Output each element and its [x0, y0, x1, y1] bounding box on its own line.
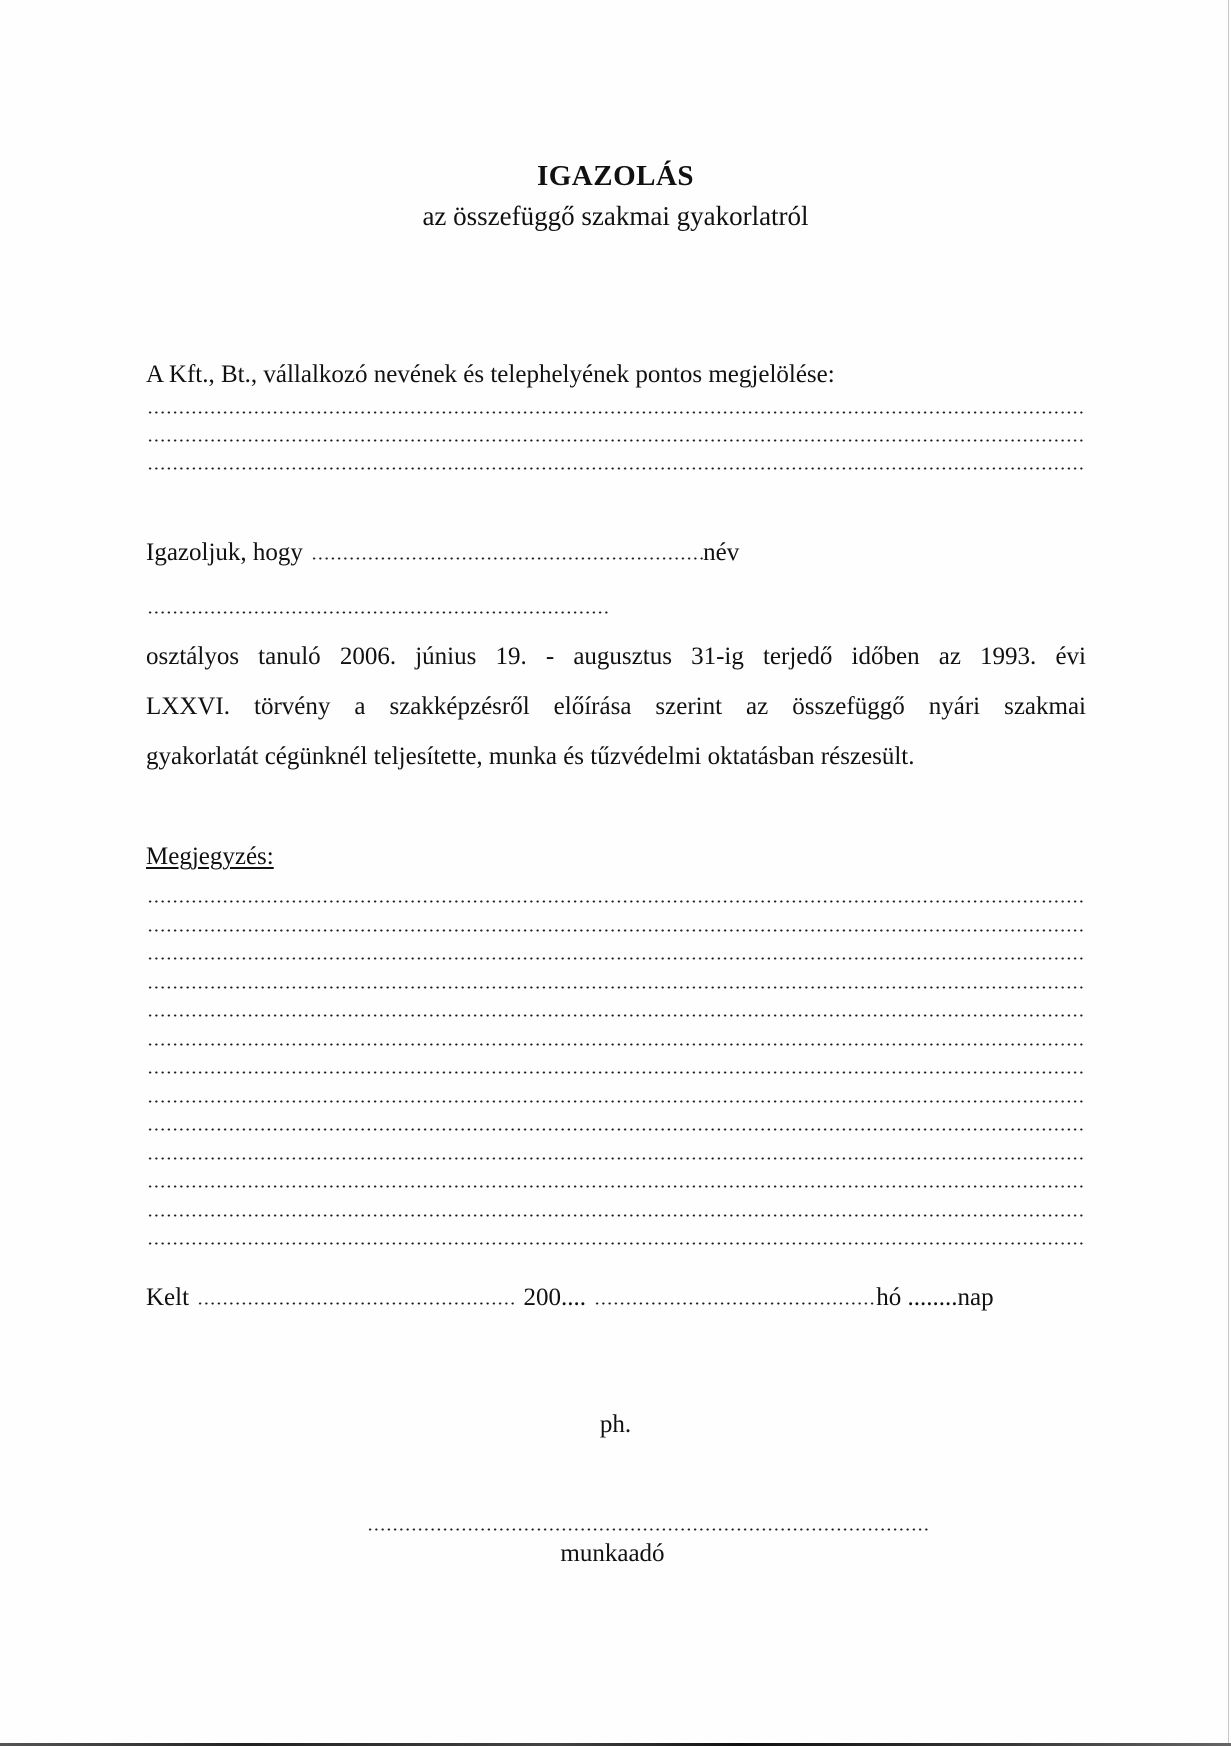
- company-field-line-3[interactable]: [147, 467, 1085, 470]
- remark-line-8[interactable]: [147, 1100, 1085, 1103]
- remark-line-9[interactable]: [147, 1128, 1085, 1131]
- remark-label: Megjegyzés:: [146, 843, 274, 870]
- date-day-field[interactable]: ........: [907, 1284, 958, 1311]
- stamp-label: ph.: [599, 1411, 632, 1438]
- certify-name-suffix: név: [703, 539, 740, 566]
- date-line: [146, 1283, 994, 1313]
- certify-line: [146, 538, 739, 568]
- remark-line-2[interactable]: [147, 929, 1085, 932]
- remark-line-7[interactable]: [147, 1071, 1085, 1074]
- remark-line-12[interactable]: [147, 1214, 1085, 1217]
- student-class-field[interactable]: [147, 611, 608, 614]
- date-year-field[interactable]: 200....: [523, 1284, 587, 1311]
- date-place-label: Kelt: [146, 1284, 190, 1311]
- date-day-label: nap: [957, 1284, 994, 1311]
- date-month-label: hó: [876, 1284, 902, 1311]
- remark-line-4[interactable]: [147, 986, 1085, 989]
- company-field-line-2[interactable]: [147, 439, 1085, 442]
- scan-edge-right: [1228, 0, 1229, 1746]
- remark-line-11[interactable]: [147, 1185, 1085, 1188]
- remark-line-10[interactable]: [147, 1157, 1085, 1160]
- body-line-3: gyakorlatát cégünknél teljesítette, munka és tűzvédelmi oktatásban részesült.: [146, 743, 915, 770]
- remark-line-6[interactable]: [147, 1043, 1085, 1046]
- remark-line-5[interactable]: [147, 1014, 1085, 1017]
- remark-line-3[interactable]: [147, 957, 1085, 960]
- date-month-field[interactable]: [594, 1302, 876, 1305]
- student-name-field[interactable]: [311, 557, 703, 560]
- date-place-field[interactable]: [197, 1302, 517, 1305]
- company-field-label: A Kft., Bt., vállalkozó nevének és telephelyének pontos megjelölése:: [146, 361, 835, 388]
- remark-line-13[interactable]: [147, 1242, 1085, 1245]
- certify-prefix: Igazoljuk, hogy: [146, 539, 303, 566]
- document-subtitle: az összefüggő szakmai gyakorlatról: [422, 201, 809, 231]
- body-line-1: osztályos tanuló 2006. június 19. - augusztus 31-ig terjedő időben az 1993. évi: [146, 643, 1086, 670]
- body-line-2: LXXVI. törvény a szakképzésről előírása szerint az összefüggő nyári szakmai: [146, 693, 1086, 720]
- company-field-line-1[interactable]: [147, 411, 1085, 414]
- remark-line-1[interactable]: [147, 900, 1085, 903]
- signature-field[interactable]: [367, 1528, 929, 1531]
- document-title: IGAZOLÁS: [536, 160, 695, 192]
- signature-label: munkaadó: [560, 1540, 665, 1567]
